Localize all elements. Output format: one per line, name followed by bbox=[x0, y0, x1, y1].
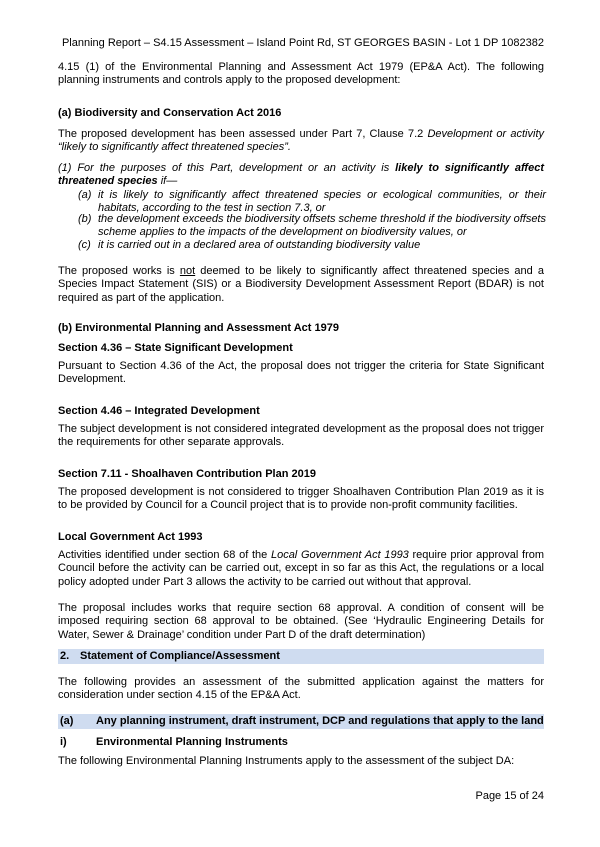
page-header: Planning Report – S4.15 Assessment – Island Point Rd, ST GEORGES BASIN - Lot 1 DP 1082382 bbox=[61, 37, 544, 49]
epa-act-heading: (b) Environmental Planning and Assessment Act 1979 bbox=[58, 322, 339, 334]
section-446-heading: Section 4.46 – Integrated Development bbox=[58, 405, 260, 417]
intro-paragraph: 4.15 (1) of the Environmental Planning and Assessment Act 1979 (EP&A Act). The following planning instruments and controls apply to the proposed development: bbox=[58, 61, 544, 87]
section-711-text: The proposed development is not considered to trigger Shoalhaven Contribution Plan 2019 as it is to be provided by Council for a Council project that is to provide non-profit community facilities. bbox=[58, 486, 544, 512]
lga-paragraph-2: The proposal includes works that require section 68 approval. A condition of consent will be imposed requiring section 68 approval to be obtained. (See ‘Hydraulic Engineering Details for Water, Sewer & Drainage’ condition under Part D of the draft determination) bbox=[58, 602, 544, 641]
subsection-a-title: Any planning instrument, draft instrument, DCP and regulations that apply to the land bbox=[96, 715, 544, 727]
section-436-heading: Section 4.36 – State Significant Development bbox=[58, 342, 293, 354]
biodiversity-paragraph: The proposed development has been assessed under Part 7, Clause 7.2 Development or activity “likely to significantly affect threatened species”. bbox=[58, 128, 544, 154]
section-2-title: Statement of Compliance/Assessment bbox=[80, 650, 280, 662]
lga-heading: Local Government Act 1993 bbox=[58, 531, 203, 543]
section-2-text: The following provides an assessment of the submitted application against the matters for consideration under section 4.15 of the EP&A Act. bbox=[58, 676, 544, 702]
subsection-a-label: (a) bbox=[60, 715, 74, 727]
section-2-number: 2. bbox=[60, 650, 70, 662]
clause-quote: (1) For the purposes of this Part, development or an activity is likely to significantly affect threatened species if— bbox=[58, 162, 544, 188]
bdar-paragraph: The proposed works is not deemed to be likely to significantly affect threatened species and a Species Impact Statement (SIS) or a Biodiversity Development Assessment Report (BDAR) is not required as part of the application. bbox=[58, 265, 544, 304]
biodiversity-heading: (a) Biodiversity and Conservation Act 2016 bbox=[58, 107, 282, 119]
section-2-heading-bar bbox=[58, 649, 544, 664]
section-711-heading: Section 7.11 - Shoalhaven Contribution Plan 2019 bbox=[58, 468, 316, 480]
section-436-text: Pursuant to Section 4.36 of the Act, the proposal does not trigger the criteria for State Significant Development. bbox=[58, 360, 544, 386]
section-446-text: The subject development is not considered integrated development as the proposal does not trigger the requirements for other separate approvals. bbox=[58, 423, 544, 449]
lga-paragraph-1: Activities identified under section 68 of the Local Government Act 1993 require prior approval from Council before the activity can be carried out, except in so far as this Act, the regulations or a local policy adopted under Part 3 allows the activity to be carried out without that approval. bbox=[58, 549, 545, 588]
subsection-a-heading-bar bbox=[58, 714, 544, 729]
subsection-i-text: The following Environmental Planning Instruments apply to the assessment of the subject DA: bbox=[58, 755, 515, 767]
page-number: Page 15 of 24 bbox=[475, 790, 544, 802]
